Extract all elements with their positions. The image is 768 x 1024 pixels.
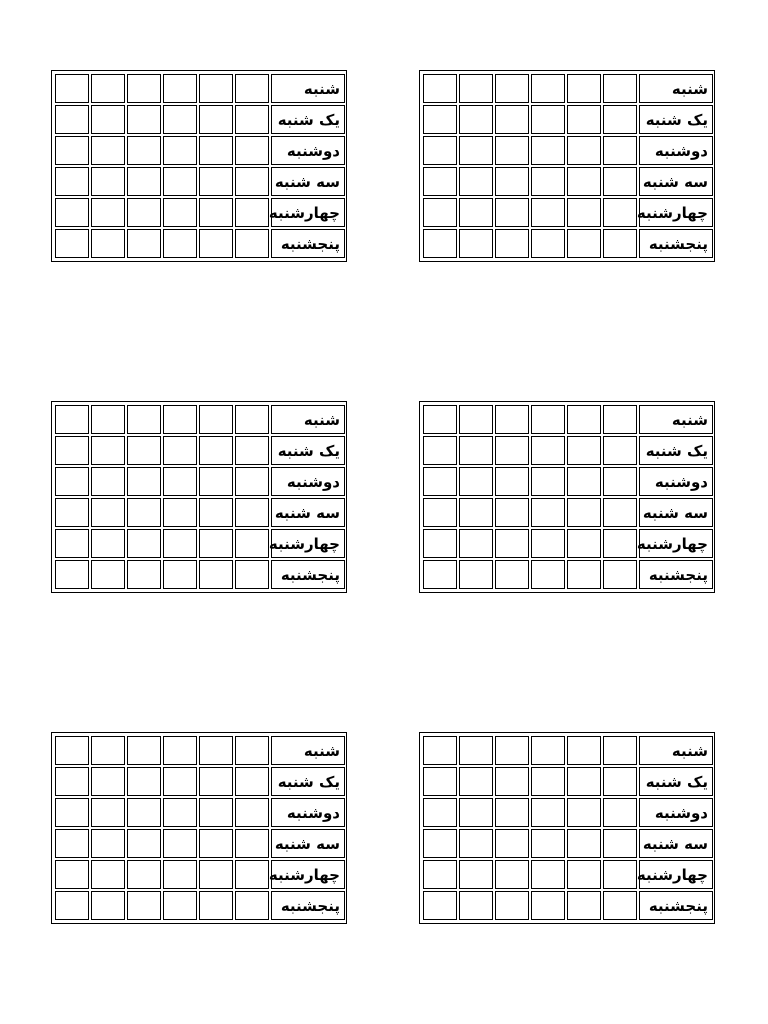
- schedule-cell: [55, 105, 89, 134]
- schedule-cell: [603, 860, 637, 889]
- schedule-cell: [55, 467, 89, 496]
- schedule-cell: [235, 167, 269, 196]
- schedule-cell: [423, 105, 457, 134]
- schedule-cell: [127, 136, 161, 165]
- schedule-cell: [423, 136, 457, 165]
- schedule-cell: [163, 167, 197, 196]
- schedule-cell: [459, 529, 493, 558]
- day-label: پنجشنبه: [271, 560, 345, 589]
- schedule-cell: [603, 136, 637, 165]
- schedule-cell: [531, 198, 565, 227]
- schedule-cell: [531, 105, 565, 134]
- day-label: سه شنبه: [639, 498, 713, 527]
- schedule-cell: [603, 767, 637, 796]
- day-label: دوشنبه: [639, 136, 713, 165]
- schedule-cell: [423, 891, 457, 920]
- schedule-cell: [163, 798, 197, 827]
- schedule-cell: [55, 498, 89, 527]
- day-label: شنبه: [639, 736, 713, 765]
- schedule-cell: [163, 436, 197, 465]
- schedule-cell: [127, 736, 161, 765]
- schedule-row: [55, 229, 345, 258]
- day-label: یک شنبه: [639, 436, 713, 465]
- schedule-cell: [531, 767, 565, 796]
- schedule-row: [423, 436, 713, 465]
- schedule-cell: [91, 229, 125, 258]
- schedule-cell: [55, 405, 89, 434]
- schedule-cell: [495, 498, 529, 527]
- schedule-cell: [163, 529, 197, 558]
- schedule-cell: [127, 798, 161, 827]
- schedule-cell: [127, 498, 161, 527]
- schedule-cell: [531, 229, 565, 258]
- schedule-cell: [567, 167, 601, 196]
- day-label: پنجشنبه: [639, 229, 713, 258]
- schedule-cell: [235, 798, 269, 827]
- day-label: شنبه: [271, 405, 345, 434]
- schedule-row: [55, 767, 345, 796]
- schedule-cell: [495, 767, 529, 796]
- day-label: شنبه: [639, 74, 713, 103]
- schedule-row: [55, 891, 345, 920]
- schedule-cell: [163, 229, 197, 258]
- schedule-cell: [495, 405, 529, 434]
- schedule-cell: [531, 467, 565, 496]
- schedule-cell: [531, 167, 565, 196]
- schedule-cell: [603, 105, 637, 134]
- day-label: پنجشنبه: [639, 891, 713, 920]
- schedule-cell: [459, 736, 493, 765]
- schedule-row: [423, 560, 713, 589]
- schedule-cell: [91, 829, 125, 858]
- schedule-cell: [531, 560, 565, 589]
- schedule-cell: [495, 136, 529, 165]
- schedule-cell: [459, 405, 493, 434]
- day-label: چهارشنبه: [639, 529, 713, 558]
- day-label: پنجشنبه: [271, 891, 345, 920]
- schedule-row: [423, 498, 713, 527]
- schedule-row: [55, 529, 345, 558]
- schedule-cell: [55, 198, 89, 227]
- schedule-cell: [459, 767, 493, 796]
- schedule-cell: [163, 74, 197, 103]
- schedule-cell: [567, 198, 601, 227]
- schedule-cell: [459, 467, 493, 496]
- schedule-cell: [127, 105, 161, 134]
- schedule-row: [423, 829, 713, 858]
- schedule-cell: [423, 798, 457, 827]
- schedule-cell: [91, 105, 125, 134]
- schedule-cell: [603, 167, 637, 196]
- schedule-cell: [127, 74, 161, 103]
- schedule-cell: [199, 529, 233, 558]
- schedule-cell: [235, 198, 269, 227]
- schedule-cell: [531, 529, 565, 558]
- schedule-cell: [127, 860, 161, 889]
- schedule-cell: [235, 105, 269, 134]
- schedule-cell: [531, 798, 565, 827]
- schedule-row: [55, 74, 345, 103]
- schedule-row: [55, 405, 345, 434]
- schedule-cell: [567, 136, 601, 165]
- schedule-cell: [91, 767, 125, 796]
- schedule-cell: [459, 136, 493, 165]
- schedule-cell: [163, 560, 197, 589]
- schedule-row: [55, 498, 345, 527]
- schedule-cell: [91, 736, 125, 765]
- schedule-row: [423, 74, 713, 103]
- schedule-cell: [235, 467, 269, 496]
- schedule-cell: [163, 105, 197, 134]
- schedule-cell: [127, 891, 161, 920]
- schedule-cell: [55, 436, 89, 465]
- schedule-cell: [127, 229, 161, 258]
- schedule-cell: [163, 498, 197, 527]
- schedule-cell: [603, 798, 637, 827]
- schedule-cell: [235, 136, 269, 165]
- schedule-row: [423, 860, 713, 889]
- schedule-cell: [163, 860, 197, 889]
- day-label: سه شنبه: [271, 829, 345, 858]
- schedule-cell: [91, 860, 125, 889]
- schedule-cell: [459, 105, 493, 134]
- schedule-cell: [199, 229, 233, 258]
- schedule-cell: [459, 74, 493, 103]
- schedule-cell: [235, 829, 269, 858]
- day-label: دوشنبه: [271, 136, 345, 165]
- schedule-cell: [199, 829, 233, 858]
- day-label: دوشنبه: [271, 467, 345, 496]
- schedule-cell: [567, 229, 601, 258]
- schedule-row: [55, 167, 345, 196]
- schedule-row: [55, 560, 345, 589]
- schedule-cell: [495, 436, 529, 465]
- schedule-cell: [495, 829, 529, 858]
- schedule-cell: [91, 529, 125, 558]
- schedule-cell: [531, 891, 565, 920]
- schedule-cell: [127, 467, 161, 496]
- schedule-cell: [423, 829, 457, 858]
- schedule-cell: [423, 405, 457, 434]
- schedule-cell: [199, 560, 233, 589]
- schedule-cell: [199, 767, 233, 796]
- schedule-cell: [127, 767, 161, 796]
- weekly-schedule-table: [51, 732, 347, 924]
- schedule-cell: [91, 74, 125, 103]
- day-label: یک شنبه: [271, 767, 345, 796]
- schedule-cell: [567, 560, 601, 589]
- schedule-cell: [55, 767, 89, 796]
- schedule-cell: [423, 198, 457, 227]
- schedule-cell: [127, 436, 161, 465]
- schedule-cell: [423, 436, 457, 465]
- day-label: شنبه: [271, 736, 345, 765]
- schedule-row: [55, 860, 345, 889]
- schedule-row: [55, 198, 345, 227]
- schedule-cell: [423, 467, 457, 496]
- schedule-row: [55, 436, 345, 465]
- schedule-cell: [603, 498, 637, 527]
- day-label: سه شنبه: [271, 167, 345, 196]
- schedule-cell: [495, 198, 529, 227]
- schedule-cell: [235, 767, 269, 796]
- schedule-cell: [235, 229, 269, 258]
- schedule-cell: [55, 798, 89, 827]
- schedule-cell: [199, 436, 233, 465]
- schedule-cell: [495, 105, 529, 134]
- schedule-cell: [55, 136, 89, 165]
- weekly-schedule-table: [419, 70, 715, 262]
- schedule-cell: [531, 74, 565, 103]
- schedule-cell: [495, 798, 529, 827]
- schedule-cell: [495, 74, 529, 103]
- schedule-cell: [423, 736, 457, 765]
- schedule-cell: [127, 829, 161, 858]
- schedule-cell: [235, 436, 269, 465]
- schedule-cell: [603, 405, 637, 434]
- schedule-cell: [567, 736, 601, 765]
- schedule-cell: [531, 436, 565, 465]
- schedule-cell: [55, 891, 89, 920]
- schedule-cell: [603, 436, 637, 465]
- schedule-cell: [199, 891, 233, 920]
- schedule-cell: [55, 829, 89, 858]
- schedule-cell: [567, 74, 601, 103]
- schedule-cell: [603, 560, 637, 589]
- schedule-cell: [91, 167, 125, 196]
- day-label: شنبه: [271, 74, 345, 103]
- schedule-cell: [127, 529, 161, 558]
- weekly-schedule-table: [51, 401, 347, 593]
- schedule-cell: [603, 829, 637, 858]
- schedule-cell: [567, 105, 601, 134]
- schedule-cell: [531, 736, 565, 765]
- schedule-cell: [163, 736, 197, 765]
- schedule-cell: [567, 405, 601, 434]
- schedule-cell: [531, 405, 565, 434]
- schedule-row: [55, 798, 345, 827]
- schedule-row: [423, 229, 713, 258]
- weekly-schedule-table: [419, 401, 715, 593]
- schedule-cell: [459, 167, 493, 196]
- day-label: سه شنبه: [271, 498, 345, 527]
- schedule-cell: [567, 891, 601, 920]
- schedule-row: [423, 798, 713, 827]
- day-label: چهارشنبه: [639, 198, 713, 227]
- schedule-row: [423, 167, 713, 196]
- schedule-cell: [423, 498, 457, 527]
- schedule-cell: [459, 436, 493, 465]
- schedule-cell: [91, 891, 125, 920]
- schedule-cell: [235, 74, 269, 103]
- schedule-cell: [495, 467, 529, 496]
- schedule-cell: [199, 405, 233, 434]
- schedule-cell: [423, 529, 457, 558]
- schedule-cell: [235, 405, 269, 434]
- schedule-cell: [55, 74, 89, 103]
- schedule-cell: [55, 560, 89, 589]
- schedule-cell: [91, 560, 125, 589]
- schedule-row: [423, 198, 713, 227]
- schedule-cell: [567, 860, 601, 889]
- schedule-cell: [163, 829, 197, 858]
- schedule-row: [423, 529, 713, 558]
- schedule-cell: [531, 136, 565, 165]
- schedule-cell: [459, 829, 493, 858]
- schedule-row: [55, 136, 345, 165]
- schedule-cell: [567, 498, 601, 527]
- schedule-cell: [423, 767, 457, 796]
- day-label: چهارشنبه: [271, 860, 345, 889]
- schedule-cell: [91, 498, 125, 527]
- schedule-cell: [603, 891, 637, 920]
- schedule-cell: [127, 198, 161, 227]
- schedule-cell: [603, 198, 637, 227]
- schedule-cell: [163, 405, 197, 434]
- schedule-cell: [459, 498, 493, 527]
- schedule-cell: [235, 498, 269, 527]
- day-label: دوشنبه: [639, 798, 713, 827]
- schedule-cell: [199, 467, 233, 496]
- schedule-cell: [235, 891, 269, 920]
- schedule-cell: [567, 829, 601, 858]
- schedule-cell: [91, 436, 125, 465]
- schedule-cell: [199, 105, 233, 134]
- schedule-cell: [495, 860, 529, 889]
- schedule-row: [55, 105, 345, 134]
- schedule-cell: [55, 860, 89, 889]
- schedule-cell: [423, 167, 457, 196]
- schedule-cell: [459, 798, 493, 827]
- schedule-cell: [199, 74, 233, 103]
- schedule-cell: [91, 136, 125, 165]
- schedule-cell: [423, 74, 457, 103]
- schedule-cell: [603, 229, 637, 258]
- schedule-row: [55, 736, 345, 765]
- schedule-cell: [567, 467, 601, 496]
- schedule-cell: [495, 229, 529, 258]
- schedule-cell: [199, 736, 233, 765]
- schedule-cell: [459, 860, 493, 889]
- schedule-cell: [495, 529, 529, 558]
- schedule-cell: [235, 560, 269, 589]
- schedule-cell: [91, 198, 125, 227]
- schedule-row: [423, 736, 713, 765]
- day-label: شنبه: [639, 405, 713, 434]
- schedule-cell: [235, 736, 269, 765]
- weekly-schedule-table: [419, 732, 715, 924]
- schedule-cell: [127, 167, 161, 196]
- schedule-cell: [423, 860, 457, 889]
- schedule-row: [55, 467, 345, 496]
- schedule-cell: [567, 436, 601, 465]
- schedule-cell: [603, 467, 637, 496]
- schedule-cell: [567, 529, 601, 558]
- schedule-cell: [199, 167, 233, 196]
- day-label: دوشنبه: [639, 467, 713, 496]
- schedule-cell: [163, 198, 197, 227]
- day-label: پنجشنبه: [639, 560, 713, 589]
- schedule-cell: [55, 167, 89, 196]
- schedule-cell: [55, 529, 89, 558]
- schedule-row: [423, 891, 713, 920]
- schedule-cell: [163, 136, 197, 165]
- day-label: چهارشنبه: [271, 529, 345, 558]
- day-label: پنجشنبه: [271, 229, 345, 258]
- schedule-cell: [91, 467, 125, 496]
- schedule-cell: [127, 560, 161, 589]
- schedule-cell: [495, 560, 529, 589]
- schedule-cell: [495, 736, 529, 765]
- schedule-cell: [603, 736, 637, 765]
- schedule-row: [423, 467, 713, 496]
- weekly-schedule-table: [51, 70, 347, 262]
- schedule-cell: [91, 405, 125, 434]
- schedule-cell: [495, 891, 529, 920]
- schedule-cell: [199, 498, 233, 527]
- day-label: چهارشنبه: [271, 198, 345, 227]
- schedule-row: [423, 136, 713, 165]
- schedule-cell: [55, 229, 89, 258]
- schedule-cell: [459, 198, 493, 227]
- schedule-cell: [127, 405, 161, 434]
- day-label: یک شنبه: [271, 436, 345, 465]
- schedule-cell: [163, 467, 197, 496]
- schedule-row: [423, 105, 713, 134]
- schedule-cell: [603, 74, 637, 103]
- day-label: چهارشنبه: [639, 860, 713, 889]
- day-label: یک شنبه: [639, 105, 713, 134]
- schedule-cell: [567, 767, 601, 796]
- schedule-cell: [163, 767, 197, 796]
- schedule-cell: [567, 798, 601, 827]
- schedule-cell: [459, 560, 493, 589]
- schedule-cell: [423, 229, 457, 258]
- schedule-cell: [235, 529, 269, 558]
- schedule-cell: [459, 229, 493, 258]
- schedule-cell: [163, 891, 197, 920]
- schedule-cell: [603, 529, 637, 558]
- schedule-cell: [55, 736, 89, 765]
- schedule-cell: [199, 798, 233, 827]
- day-label: سه شنبه: [639, 829, 713, 858]
- schedule-cell: [199, 136, 233, 165]
- schedule-cell: [531, 829, 565, 858]
- schedule-cell: [495, 167, 529, 196]
- schedule-row: [423, 405, 713, 434]
- schedule-cell: [423, 560, 457, 589]
- schedule-row: [423, 767, 713, 796]
- schedule-cell: [531, 860, 565, 889]
- day-label: دوشنبه: [271, 798, 345, 827]
- schedule-row: [55, 829, 345, 858]
- schedule-cell: [459, 891, 493, 920]
- schedule-cell: [235, 860, 269, 889]
- day-label: یک شنبه: [271, 105, 345, 134]
- schedule-cell: [199, 198, 233, 227]
- schedule-cell: [199, 860, 233, 889]
- schedule-cell: [531, 498, 565, 527]
- day-label: یک شنبه: [639, 767, 713, 796]
- schedule-cell: [91, 798, 125, 827]
- day-label: سه شنبه: [639, 167, 713, 196]
